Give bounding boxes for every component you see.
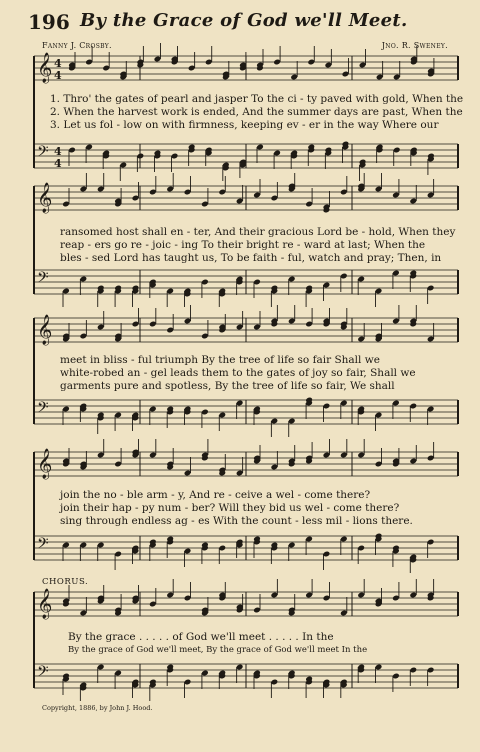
lyric-line: 3. Let us fol - low on with firmness, keeping ev - er in the way Where our [50,119,439,131]
treble-clef: 𝄞 [37,315,53,345]
hymn-title: By the Grace of God we'll Meet. [80,10,408,31]
lyric-line: 1. Thro' the gates of pearl and jasper To the ci - ty paved with gold, When the [50,93,464,105]
bass-clef: 𝄢 [37,399,49,420]
lyric-line: bles - sed Lord has taught us, To be faith - ful, watch and pray; Then, in [60,252,442,264]
time-signature: 4 [54,57,62,70]
lyric-line: join the no - ble arm - y, And re - ceive a wel - come there? [60,489,371,501]
time-signature: 4 [54,157,62,170]
treble-clef: 𝄞 [37,183,53,213]
chorus-lyric-upper: By the grace . . . . . of God we'll meet . . . . . In the [68,631,334,643]
chorus-label: CHORUS. [42,577,89,587]
lyric-line: ransomed host shall en - ter, And their gracious Lord be - hold, When they [60,226,456,238]
treble-clef: 𝄞 [37,589,53,619]
treble-clef: 𝄞 [37,53,53,83]
time-signature: 4 [54,69,62,82]
lyric-line: meet in bliss - ful triumph By the tree of life so fair Shall we [60,354,380,366]
lyric-line: 2. When the harvest work is ended, And the summer days are past, When the [50,106,463,118]
lyric-line: white-robed an - gel leads them to the gates of joy so fair, Shall we [60,367,416,379]
lyric-line: reap - ers go re - joic - ing To their bright re - ward at last; When the [60,239,426,251]
lyricist-credit: Fanny J. Crosby. [42,41,112,50]
copyright-notice: Copyright, 1886, by John J. Hood. [42,704,153,712]
bass-clef: 𝄢 [37,535,49,556]
lyric-line: garments pure and spotless, By the tree of life so fair, We shall [60,380,395,392]
lyric-line: sing through endless ag - es With the count - less mil - lions there. [60,515,413,527]
bass-clef: 𝄢 [37,663,49,684]
composer-credit: Jno. R. Sweney. [381,41,448,50]
lyric-line: join their hap - py num - ber? Will they bid us wel - come there? [60,502,400,514]
bass-clef: 𝄢 [37,269,49,290]
treble-clef: 𝄞 [37,449,53,479]
time-signature: 4 [54,145,62,158]
hymn-number: 196 [28,10,70,34]
bass-clef: 𝄢 [37,143,49,164]
chorus-lyric-lower: By the grace of God we'll meet, By the grace of God we'll meet In the [68,645,368,655]
